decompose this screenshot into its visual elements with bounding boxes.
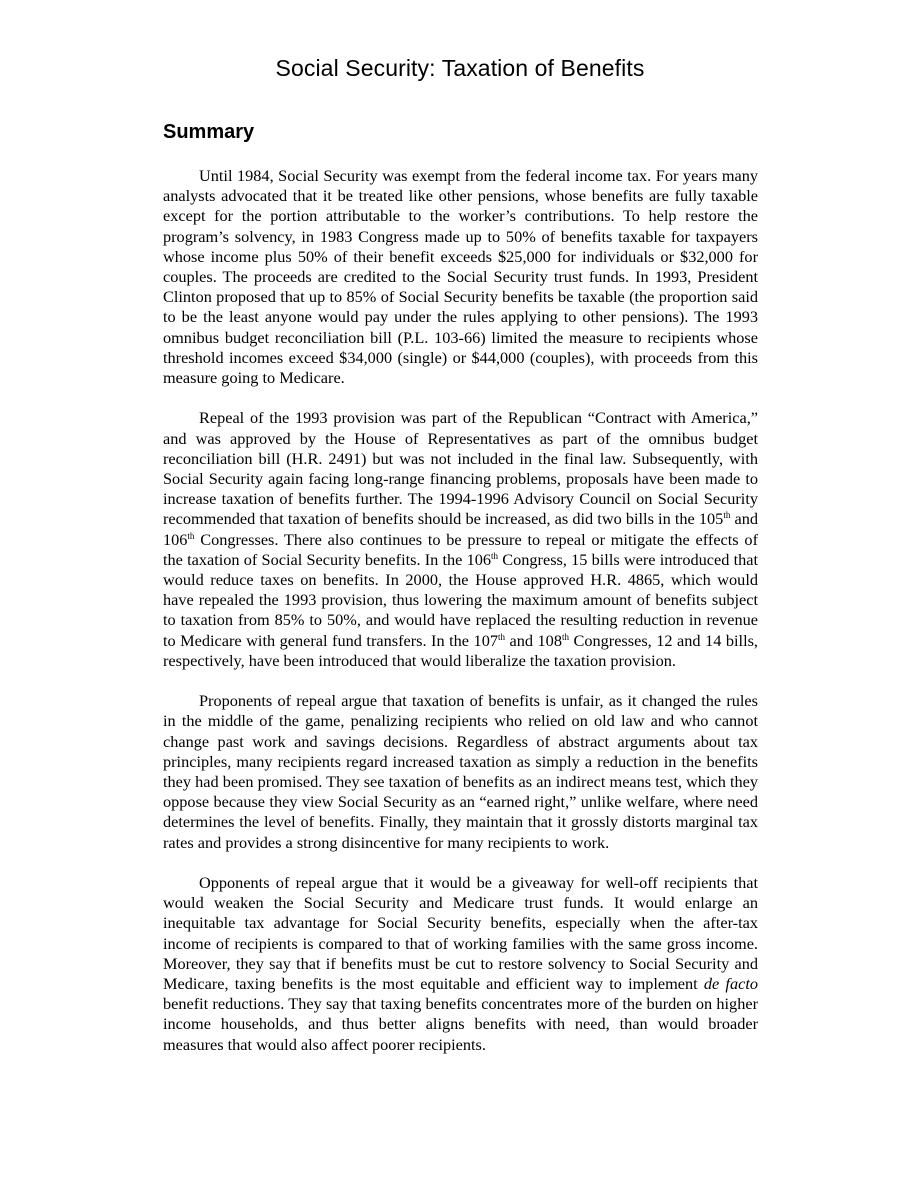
summary-paragraph-1: [163, 166, 758, 388]
paragraph-text: Until 1984, Social Security was exempt from the federal income tax. For years many analysts advocated that it be treated like other pensions, whose benefits are fully taxable except for the portion attributable to the worker’s contributions. To help restore the program’s solvency, in 1983 Congress made up to 50% of benefits taxable for taxpayers whose income plus 50% of their benefit exceeds $25,000 for individuals or $32,000 for couples. The proceeds are credited to the Social Security trust funds. In 1993, President Clinton proposed that up to 85% of Social Security benefits be taxable (the proportion said to be the least anyone would pay under the rules applying to other pensions). The 1993 omnibus budget reconciliation bill (P.L. 103-66) limited the measure to recipients whose threshold incomes exceed $34,000 (single) or $44,000 (couples), with proceeds from this measure going to Medicare.: [163, 166, 758, 388]
ordinal-suffix: th: [497, 631, 505, 642]
ordinal-suffix: th: [723, 510, 731, 521]
paragraph-text: and 106: [163, 509, 758, 549]
ordinal-suffix: th: [561, 631, 569, 642]
ordinal-suffix: th: [187, 530, 195, 541]
paragraph-text: benefit reductions. They say that taxing benefits concentrates more of the burden on higher income households, and thus better aligns benefits with need, than would broader measures that would also affect poorer recipients.: [163, 994, 758, 1054]
summary-paragraph-3: [163, 691, 758, 853]
summary-paragraph-4: [163, 873, 758, 1055]
italic-term: de facto: [703, 974, 758, 994]
paragraph-text: Congress, 15 bills were introduced that would reduce taxes on benefits. In 2000, the House approved H.R. 4865, which would have repealed the 1993 provision, thus lowering the maximum amount of benefits subject to taxation from 85% to 50%, and would have replaced the resulting reduction in revenue to Medicare with general fund transfers. In the 107: [163, 549, 758, 650]
summary-body: [163, 166, 758, 1075]
summary-paragraph-2: [163, 408, 758, 671]
document-title: Social Security: Taxation of Benefits: [275, 55, 645, 81]
paragraph-text: Proponents of repeal argue that taxation of benefits is unfair, as it changed the rules in the middle of the game, penalizing recipients who relied on old law and who cannot change past work and savings decisions. Regardless of abstract arguments about tax principles, many recipients regard increased taxation as simply a reduction in the benefits they had been promised. They see taxation of benefits as an indirect means test, which they oppose because they view Social Security as an “earned right,” unlike welfare, where need determines the level of benefits. Finally, they maintain that it grossly distorts marginal tax rates and provides a strong disincentive for many recipients to work.: [163, 691, 758, 852]
paragraph-text: and 108: [505, 630, 562, 650]
ordinal-suffix: th: [491, 550, 499, 561]
section-heading-summary: Summary: [163, 121, 255, 143]
paragraph-text: Congresses. There also continues to be pressure to repeal or mitigate the effects of the taxation of Social Security benefits. In the 106: [163, 529, 758, 569]
paragraph-text: Repeal of the 1993 provision was part of the Republican “Contract with America,” and was approved by the House of Representatives as part of the omnibus budget reconciliation bill (H.R. 2491) but was not included in the final law. Subsequently, with Social Security again facing long-range financing problems, proposals have been made to increase taxation of benefits further. The 1994-1996 Advisory Council on Social Security recommended that taxation of benefits should be increased, as did two bills in the 105: [163, 408, 758, 529]
paragraph-text: Congresses, 12 and 14 bills, respectively, have been introduced that would liberalize the taxation provision.: [163, 630, 758, 670]
paragraph-text: Opponents of repeal argue that it would be a giveaway for well-off recipients that would weaken the Social Security and Medicare trust funds. It would enlarge an inequitable tax advantage for Social Security benefits, especially when the after-tax income of recipients is compared to that of working families with the same gross income. Moreover, they say that if benefits must be cut to restore solvency to Social Security and Medicare, taxing benefits is the most equitable and efficient way to implement: [163, 873, 758, 994]
